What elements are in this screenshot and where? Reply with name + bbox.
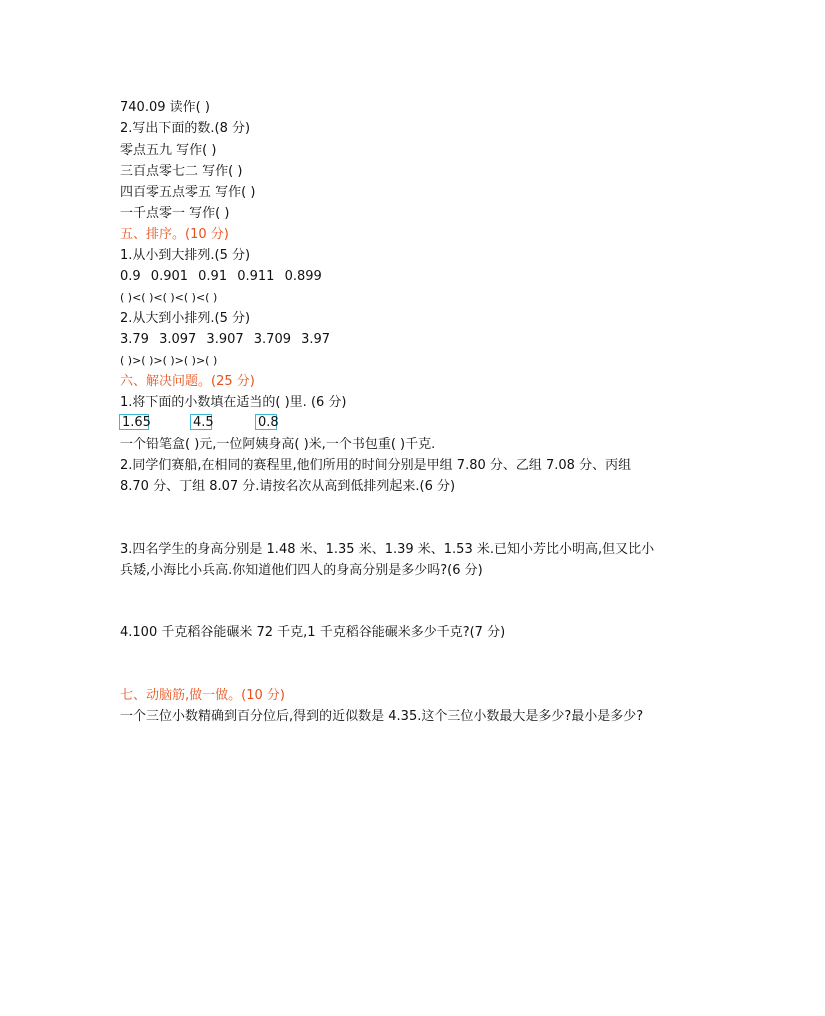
decimal-box-2: 4.5 (190, 414, 212, 430)
boat-race-question-line-1: 2.同学们赛船,在相同的赛程里,他们所用的时间分别是甲组 7.80 分、乙组 7.08 分、丙组 (120, 458, 632, 473)
read-question-line: 740.09 读作( ) (120, 100, 210, 115)
approx-number-question: 一个三位小数精确到百分位后,得到的近似数是 4.35.这个三位小数最大是多少?最小是多少? (120, 709, 644, 724)
write-number-item: 一千点零一 写作( ) (120, 206, 230, 221)
height-question-line-2: 兵矮,小海比小兵高.你知道他们四人的身高分别是多少吗?(6 分) (120, 563, 483, 578)
section-5-heading: 五、排序。(10 分) (120, 227, 229, 242)
decimal-box-1: 1.65 (119, 414, 149, 430)
write-number-item: 三百点零七二 写作( ) (120, 164, 243, 179)
boat-race-question-line-2: 8.70 分、丁组 8.07 分.请按名次从高到低排列起来.(6 分) (120, 479, 456, 494)
sort-descending-blanks: ( )>( )>( )>( )>( ) (120, 354, 218, 367)
write-numbers-title: 2.写出下面的数.(8 分) (120, 121, 251, 136)
fill-decimals-sentence: 一个铅笔盒( )元,一位阿姨身高( )米,一个书包重( )千克. (120, 437, 436, 452)
section-7-heading: 七、动脑筋,做一做。(10 分) (120, 688, 285, 703)
write-number-item: 四百零五点零五 写作( ) (120, 185, 256, 200)
sort-descending-numbers: 3.79 3.097 3.907 3.709 3.97 (120, 332, 331, 347)
decimal-box-3: 0.8 (255, 414, 277, 430)
rice-question: 4.100 千克稻谷能碾米 72 千克,1 千克稻谷能碾米多少千克?(7 分) (120, 625, 506, 640)
height-question-line-1: 3.四名学生的身高分别是 1.48 米、1.35 米、1.39 米、1.53 米.已知小芳比小明高,但又比小 (120, 542, 655, 557)
sort-ascending-numbers: 0.9 0.901 0.91 0.911 0.899 (120, 269, 322, 284)
section-6-heading: 六、解决问题。(25 分) (120, 374, 255, 389)
sort-ascending-title: 1.从小到大排列.(5 分) (120, 248, 251, 263)
sort-descending-title: 2.从大到小排列.(5 分) (120, 311, 251, 326)
write-number-item: 零点五九 写作( ) (120, 143, 217, 158)
sort-ascending-blanks: ( )<( )<( )<( )<( ) (120, 291, 218, 304)
fill-decimals-title: 1.将下面的小数填在适当的( )里. (6 分) (120, 395, 347, 410)
